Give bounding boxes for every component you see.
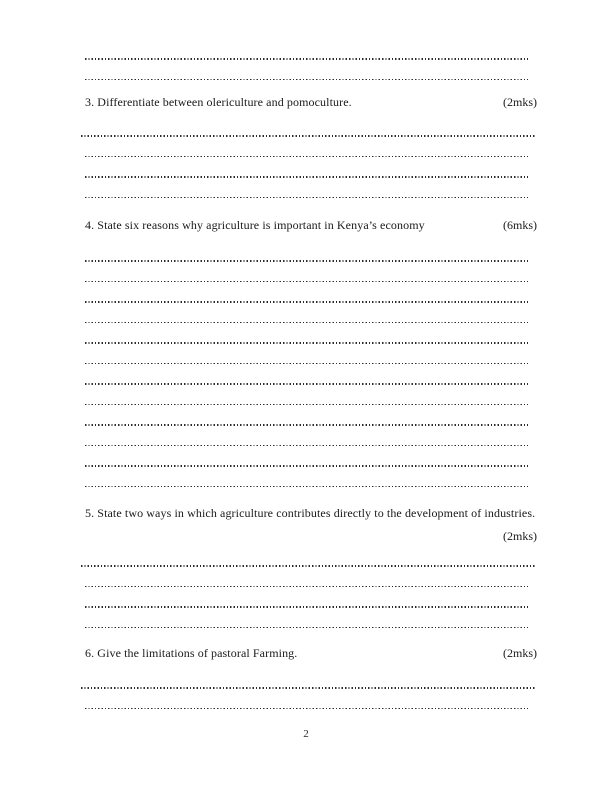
question-3-answer-lines [85,120,537,202]
page-number: 2 [303,728,309,740]
question-6-text: 6. Give the limitations of pastoral Farming. [85,645,298,660]
question-4-marks: (6mks) [503,218,537,232]
question-5-marks-label: (2mks) [503,529,537,543]
question-6 [85,643,537,664]
answer-line [85,368,528,389]
question-6-marks: (2mks) [503,645,537,660]
question-3-text: 3. Differentiate between olericulture and pomoculture. [85,95,352,109]
question-5 [85,503,537,524]
continuation-answer-lines [85,43,537,84]
answer-line [85,693,528,714]
question-4 [85,215,537,236]
question-5-text: 5. State two ways in which agriculture contributes directly to the development of industries. [85,505,536,520]
answer-line [85,266,528,287]
answer-line [85,43,528,64]
question-6-answer-lines [85,672,537,713]
question-3 [85,92,537,113]
answer-line [85,430,528,451]
answer-line [85,286,528,307]
answer-line [85,141,528,162]
question-4-answer-lines [85,245,537,491]
question-5-marks [85,526,537,547]
answer-line [85,450,528,471]
answer-line [85,245,528,266]
question-5-answer-lines [85,550,537,632]
answer-line [85,161,528,182]
answer-line [81,672,535,693]
answer-line [85,348,528,369]
question-4-text: 4. State six reasons why agriculture is important in Kenya’s economy [85,218,425,232]
answer-line [85,571,528,592]
answer-line [85,389,528,410]
answer-line [85,307,528,328]
answer-line [81,550,535,571]
question-3-marks: (2mks) [503,95,537,109]
answer-line [85,409,528,430]
answer-line [85,612,528,633]
answer-line [85,327,528,348]
answer-line [85,182,528,203]
answer-line [85,591,528,612]
answer-line [85,471,528,492]
answer-line [85,64,528,85]
answer-line [81,120,535,141]
